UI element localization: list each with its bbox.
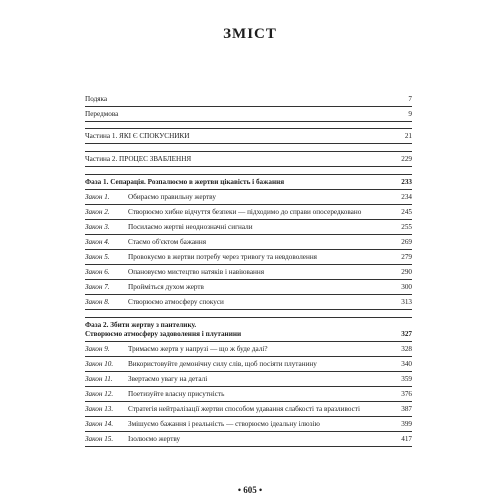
toc-page-number: 340	[401, 360, 412, 368]
toc-page-number: 313	[401, 298, 412, 306]
toc-page-number: 279	[401, 253, 412, 261]
law-number: Закон 8.	[85, 298, 110, 306]
toc-entry-law	[85, 432, 412, 447]
toc-page-number: 417	[401, 435, 412, 443]
table-of-contents	[85, 92, 412, 447]
toc-entry-label: Фаза 1. Сепарація. Розпалюємо в жертви цікавість і бажання	[85, 178, 285, 186]
law-number: Закон 11.	[85, 375, 113, 383]
law-number: Закон 10.	[85, 360, 114, 368]
toc-entry-law	[85, 190, 412, 205]
law-number: Закон 5.	[85, 253, 110, 261]
law-number: Закон 14.	[85, 420, 114, 428]
toc-entry-law	[85, 387, 412, 402]
law-number: Закон 13.	[85, 405, 114, 413]
toc-page-number: 7	[408, 95, 412, 103]
law-number: Закон 6.	[85, 268, 110, 276]
toc-page-number: 399	[401, 420, 412, 428]
toc-entry-label: Використовуйте демонічну силу слів, щоб посіяти плутанину	[128, 360, 317, 368]
law-number: Закон 3.	[85, 223, 110, 231]
toc-page-number: 300	[401, 283, 412, 291]
toc-entry-label: Змішуємо бажання і реальність — створюємо ідеальну ілюзію	[128, 420, 320, 428]
toc-entry-label: Стаємо об'єктом бажання	[128, 238, 207, 246]
toc-page-number: 21	[404, 132, 412, 140]
law-number: Закон 1.	[85, 193, 110, 201]
law-number: Закон 12.	[85, 390, 114, 398]
toc-entry-phase-2	[85, 318, 412, 342]
toc-entry-acknowledgements	[85, 92, 412, 107]
toc-entry-label-line-2: Створюємо атмосферу задоволення і плутанини	[85, 330, 242, 338]
toc-entry-label: Стратегія нейтралізації жертви способом удавання слабкості та вразливості	[128, 405, 360, 413]
toc-entry-preface	[85, 107, 412, 122]
toc-entry-label: Створюємо хибне відчуття безпеки — підходимо до справи опосередковано	[128, 208, 362, 216]
toc-entry-label: Поетизуйте власну присутність	[128, 390, 225, 398]
toc-entry-law	[85, 250, 412, 265]
toc-entry-label: Подяка	[85, 95, 108, 103]
toc-entry-label: Частина 1. ЯКІ Є СПОКУСНИКИ	[85, 132, 190, 140]
toc-divider	[85, 310, 412, 318]
toc-divider	[85, 144, 412, 152]
toc-entry-label: Посилаємо жертві неоднозначні сигнали	[128, 223, 253, 231]
toc-page-number: 269	[401, 238, 412, 246]
toc-divider	[85, 122, 412, 129]
law-number: Закон 15.	[85, 435, 114, 443]
law-number: Закон 4.	[85, 238, 110, 246]
toc-divider	[85, 167, 412, 175]
toc-entry-law	[85, 280, 412, 295]
toc-page-number: 229	[401, 155, 412, 163]
toc-page-number: 234	[401, 193, 412, 201]
toc-entry-law	[85, 417, 412, 432]
toc-entry-part-1	[85, 129, 412, 144]
toc-page-number: 376	[401, 390, 412, 398]
toc-entry-law	[85, 402, 412, 417]
toc-entry-label: Передмова	[85, 110, 119, 118]
toc-entry-label: Обираємо правильну жертву	[128, 193, 216, 201]
toc-page-number: 387	[401, 405, 412, 413]
toc-entry-label: Звертаємо увагу на деталі	[128, 375, 208, 383]
toc-entry-law	[85, 220, 412, 235]
toc-page-number: 290	[401, 268, 412, 276]
law-number: Закон 9.	[85, 345, 110, 353]
toc-entry-label-line-1: Фаза 2. Збити жертву з пантелику.	[85, 321, 197, 329]
toc-page-number: 245	[401, 208, 412, 216]
toc-page-number: 327	[401, 330, 412, 338]
law-number: Закон 2.	[85, 208, 110, 216]
toc-entry-law	[85, 235, 412, 250]
toc-entry-law	[85, 205, 412, 220]
toc-entry-phase-1	[85, 175, 412, 190]
toc-entry-law	[85, 265, 412, 280]
toc-entry-label: Створюємо атмосферу спокуси	[128, 298, 224, 306]
toc-entry-label: Ізолюємо жертву	[128, 435, 181, 443]
page-footer-number: • 605 •	[237, 485, 263, 495]
toc-entry-law	[85, 372, 412, 387]
toc-entry-label: Пройміться духом жертв	[128, 283, 204, 291]
toc-entry-part-2	[85, 152, 412, 167]
page-title: ЗМІСТ	[223, 26, 277, 42]
toc-entry-label: Тримаємо жертв у напрузі — що ж буде далі?	[128, 345, 268, 353]
toc-page-number: 9	[408, 110, 412, 118]
toc-page-number: 328	[401, 345, 412, 353]
toc-page-number: 255	[401, 223, 412, 231]
toc-page-number: 233	[401, 178, 412, 186]
toc-page-number: 359	[401, 375, 412, 383]
law-number: Закон 7.	[85, 283, 110, 291]
toc-entry-law	[85, 295, 412, 310]
toc-entry-law	[85, 342, 412, 357]
toc-entry-label: Опановуємо мистецтво натяків і навіювання	[128, 268, 265, 276]
toc-entry-label: Провокуємо в жертви потребу через тривогу та невдоволення	[128, 253, 317, 261]
toc-entry-label: Частина 2. ПРОЦЕС ЗВАБЛЕННЯ	[85, 155, 192, 163]
toc-entry-law	[85, 357, 412, 372]
